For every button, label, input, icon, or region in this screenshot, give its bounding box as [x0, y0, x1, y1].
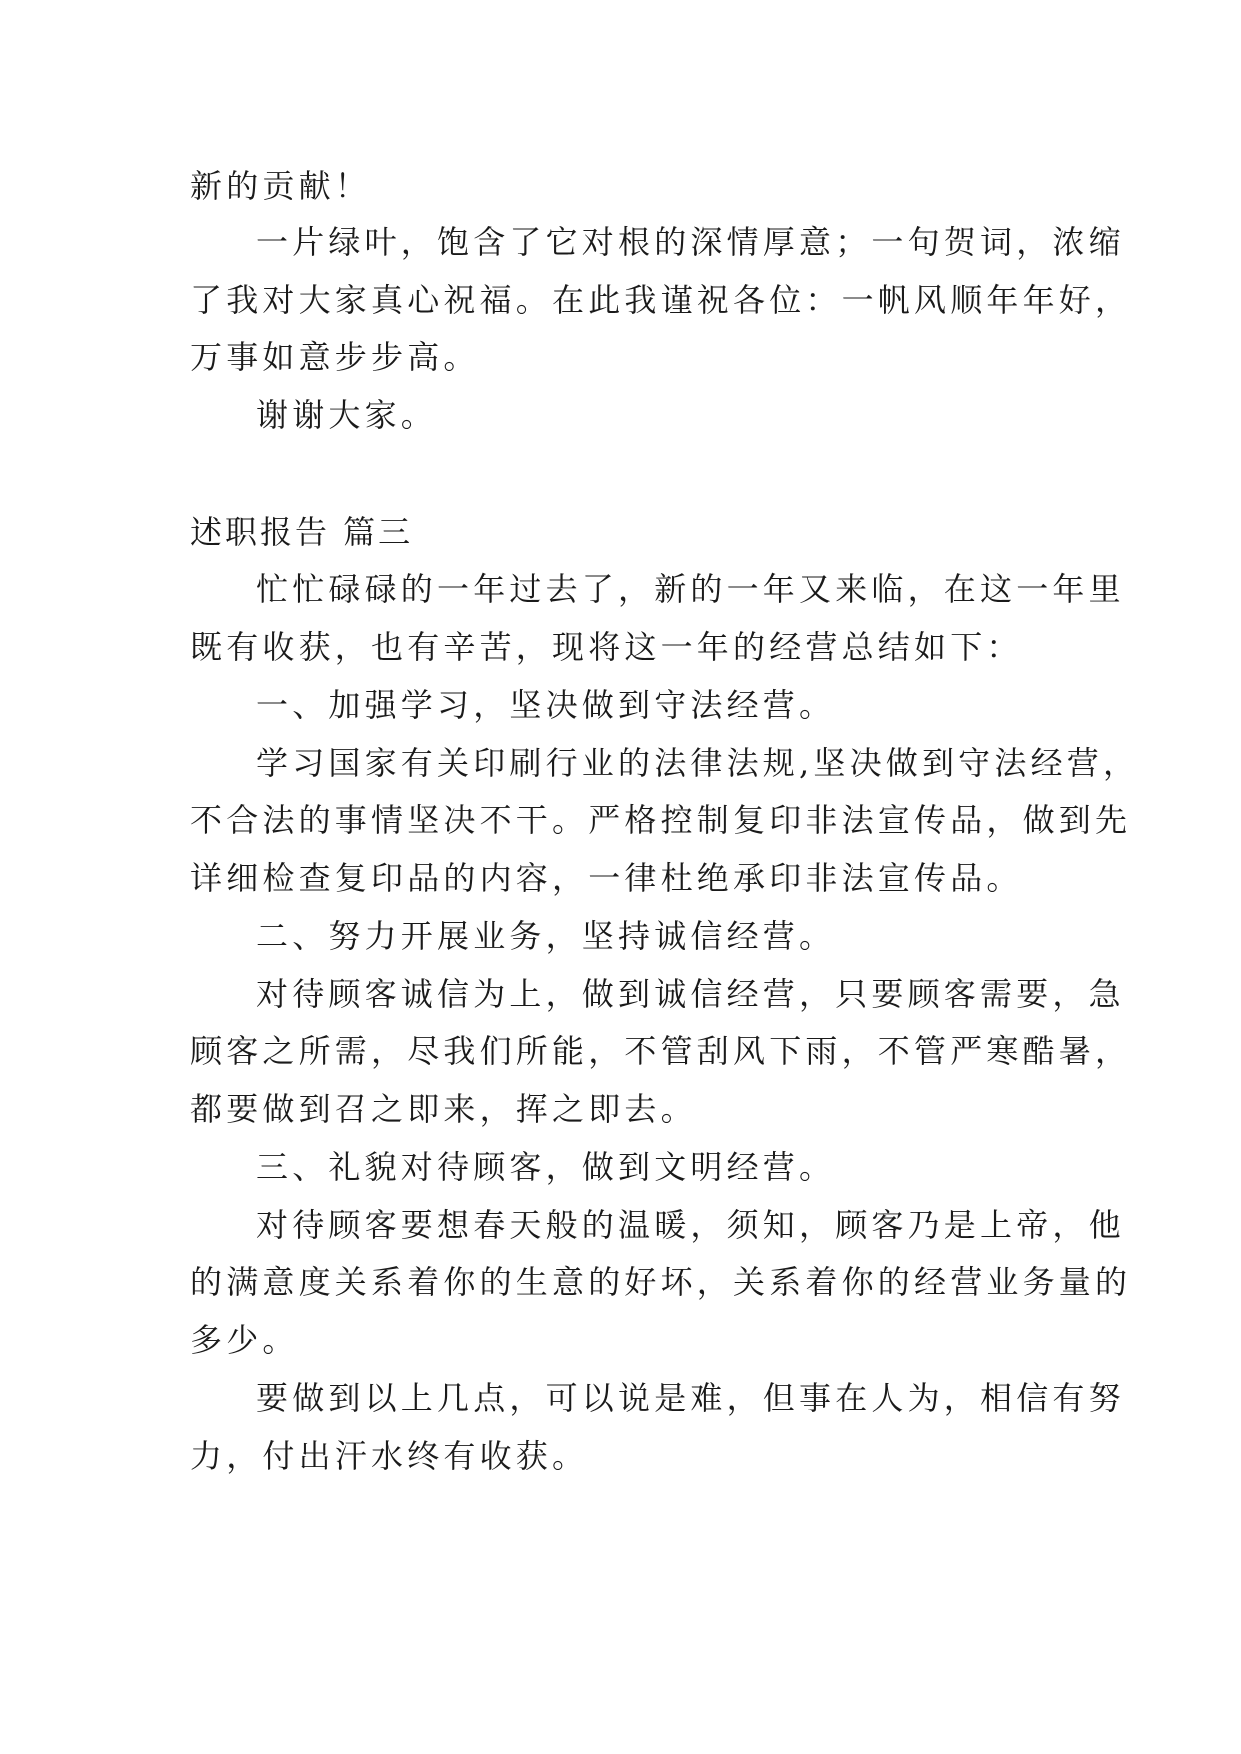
paragraph-line: 不合法的事情坚决不干。严格控制复印非法宣传品，做到先 [190, 801, 1132, 839]
paragraph-line: 详细检查复印品的内容，一律杜绝承印非法宣传品。 [190, 859, 1023, 897]
paragraph-line: 顾客之所需，尽我们所能，不管刮风下雨，不管严寒酷暑， [190, 1032, 1132, 1070]
paragraph-line: 万事如意步步高。 [190, 338, 480, 376]
paragraph-line: 谢谢大家。 [256, 396, 438, 434]
paragraph-line: 了我对大家真心祝福。在此我谨祝各位：一帆风顺年年好， [190, 281, 1132, 319]
paragraph-line: 力，付出汗水终有收获。 [190, 1437, 589, 1475]
paragraph-line: 新的贡献！ [190, 167, 372, 205]
paragraph-line: 多少。 [190, 1321, 299, 1359]
subsection-heading: 三、礼貌对待顾客，做到文明经营。 [256, 1148, 836, 1186]
paragraph-line: 一片绿叶，饱含了它对根的深情厚意；一句贺词，浓缩 [256, 223, 1125, 261]
paragraph-line: 既有收获，也有辛苦，现将这一年的经营总结如下： [190, 628, 1023, 666]
paragraph-line: 学习国家有关印刷行业的法律法规,坚决做到守法经营， [256, 744, 1140, 782]
subsection-heading: 二、努力开展业务，坚持诚信经营。 [256, 917, 836, 955]
paragraph-line: 对待顾客诚信为上，做到诚信经营，只要顾客需要，急 [256, 975, 1125, 1013]
paragraph-line: 忙忙碌碌的一年过去了，新的一年又来临，在这一年里 [256, 570, 1125, 608]
section-heading: 述职报告 篇三 [190, 513, 414, 551]
paragraph-line: 的满意度关系着你的生意的好坏，关系着你的经营业务量的 [190, 1263, 1132, 1301]
paragraph-line: 要做到以上几点，可以说是难，但事在人为，相信有努 [256, 1379, 1125, 1417]
paragraph-line: 对待顾客要想春天般的温暖，须知，顾客乃是上帝，他 [256, 1206, 1125, 1244]
subsection-heading: 一、加强学习，坚决做到守法经营。 [256, 686, 836, 724]
paragraph-line: 都要做到召之即来，挥之即去。 [190, 1090, 697, 1128]
